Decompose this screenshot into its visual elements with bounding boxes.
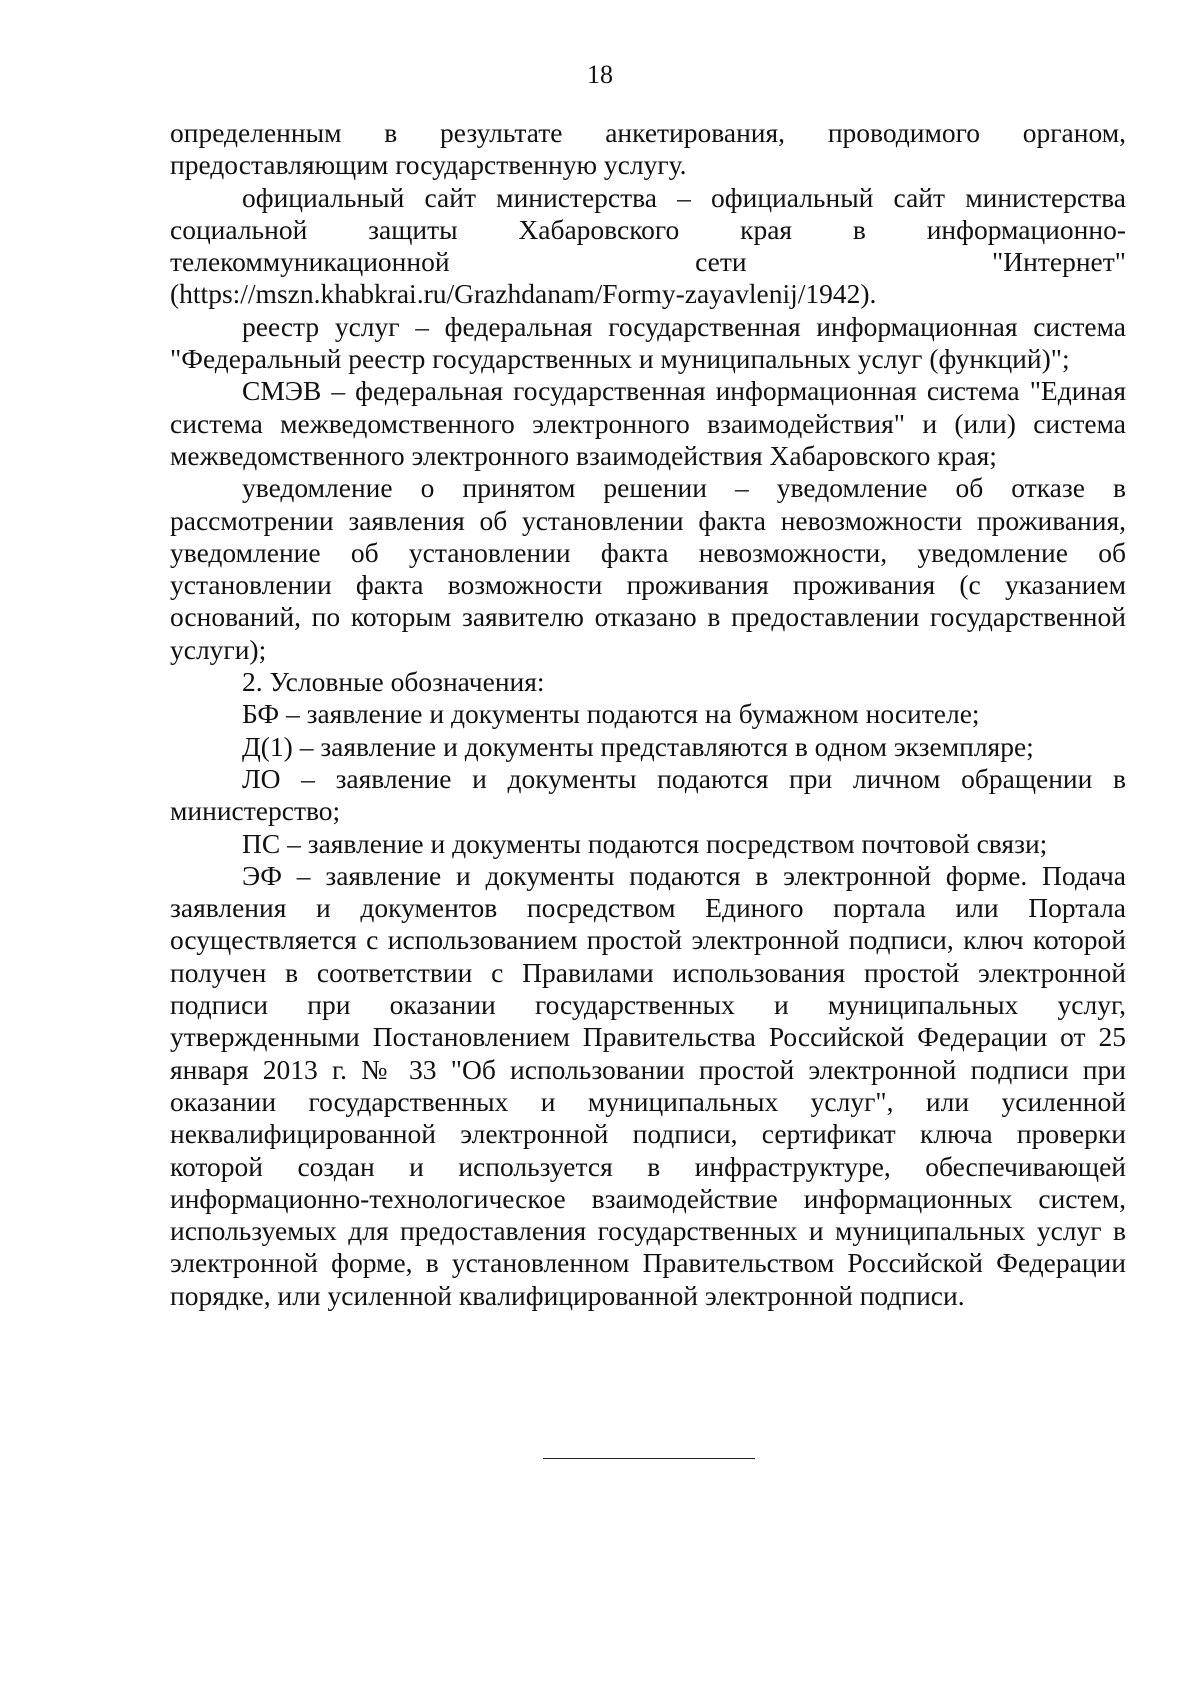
paragraph-decision-notice: уведомление о принятом решении – уведомление об отказе в рассмотрении заявления об установлении факта невозможности проживания, уведомление об установлении факта невозможности, уведомление об установлении факта возможности проживания проживания (с указанием оснований, по которым заявителю отказано в предоставлении государственной услуги); (170, 472, 1126, 665)
page-number: 18 (587, 60, 613, 89)
paragraph-survey-definition: определенным в результате анкетирования, проводимого органом, предоставляющим государственную услугу. (170, 117, 1126, 181)
document-body (170, 117, 1126, 1312)
closing-rule (543, 1458, 755, 1459)
paragraph-legend-ps: ПС – заявление и документы подаются посредством почтовой связи; (242, 827, 1048, 859)
paragraph-legend-bf: БФ – заявление и документы подаются на бумажном носителе; (242, 698, 980, 730)
paragraph-legend-d1: Д(1) – заявление и документы представляются в одном экземпляре; (242, 730, 1034, 762)
paragraph-legend-lo: ЛО – заявление и документы подаются при личном обращении в министерство; (170, 762, 1126, 827)
paragraph-smev: СМЭВ – федеральная государственная информационная система "Единая система межведомственного электронного взаимодействия" и (или) система межведомственного электронного взаимодействия Хабаровского края; (170, 375, 1126, 471)
paragraph-legend-heading: 2. Условные обозначения: (242, 666, 545, 698)
paragraph-legend-ef: ЭФ – заявление и документы подаются в электронной форме. Подача заявления и документов посредством Единого портала или Портала осуществляется с использованием простой электронной подписи, ключ которой получен в соответствии с Правилами использования простой электронной подписи при оказании государственных и муниципальных услуг, утвержденными Постановлением Правительства Российской Федерации от 25 января 2013 г. № 33 "Об использовании простой электронной подписи при оказании государственных и муниципальных услуг", или усиленной неквалифицированной электронной подписи, сертификат ключа проверки которой создан и используется в инфраструктуре, обеспечивающей информационно-технологическое взаимодействие информационных систем, используемых для предоставления государственных и муниципальных услуг в электронной форме, в установленном Правительством Российской Федерации порядке, или усиленной квалифицированной электронной подписи. (170, 859, 1126, 1311)
paragraph-official-site: официальный сайт министерства – официальный сайт министерства социальной защиты Хабаровского края в информационно-телекоммуникационной сети "Интернет" (https://mszn.khabkrai.ru/Grazhdanam/Formy-zayavlenij/1942). (170, 181, 1126, 310)
paragraph-services-registry: реестр услуг – федеральная государственная информационная система "Федеральный реестр государственных и муниципальных услуг (функций)"; (170, 310, 1126, 375)
